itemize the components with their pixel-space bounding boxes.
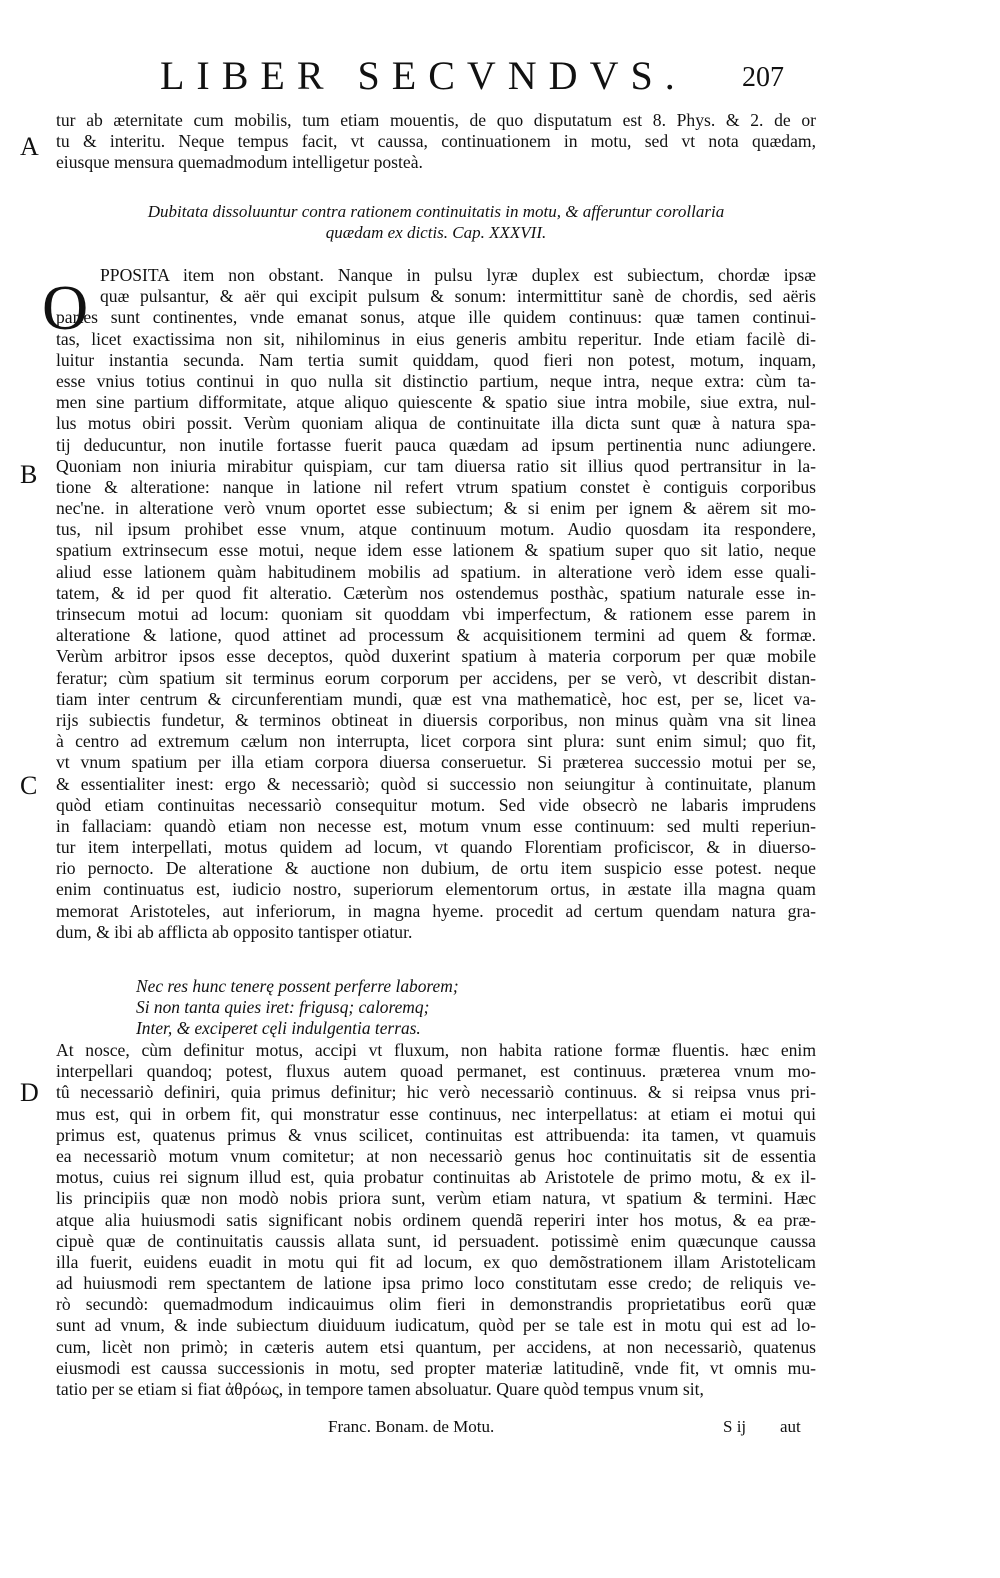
text-line: primus est, quatenus primus & vnus scilicet, continuitas est attribuenda: ita tamen, vt quamuis xyxy=(56,1124,816,1145)
text-line: cum, licèt non primò; in cæteris autem etsi quantum, per accidens, at non necessariò, quatenus xyxy=(56,1336,816,1357)
text-line: nec'ne. in alteratione verò vnum oportet esse subiectum; & si enim per ignem & aërem sit mo- xyxy=(56,498,816,519)
main-paragraph-1 xyxy=(56,265,816,943)
text-line: interpellari quandoq; potest, fluxus autem quoad permanet, est continuus. præterea vnum mo- xyxy=(56,1061,816,1082)
text-line: mus est, qui in orbem fit, qui monstratur esse continuus, nec interpellatus: at etiam ei motui qui xyxy=(56,1103,816,1124)
verse-line: Inter, & exciperet cęli indulgentia terras. xyxy=(136,1018,421,1039)
text-line: ad huiusmodi rem spectantem de latione ipsa primo loco constitutam esse credo; de reliquis ve- xyxy=(56,1273,816,1294)
page-number: 207 xyxy=(742,62,784,93)
verse-quotation xyxy=(56,976,816,1040)
text-line: tû necessariò definiri, quia primus definitur; hic verò necessariò continuus. & si reipsa vnus pri- xyxy=(56,1082,816,1103)
text-line: quòd etiam continuitas necessariò consequitur motum. Sed vide obsecrò ne labaris imprudens xyxy=(56,794,816,815)
text-line: dum, & ibi ab afflicta ab opposito tantisper otiatur. xyxy=(56,921,413,942)
text-line: lis principiis quæ non modò nobis priora sunt, verùm etiam natura, vt spatium & termini. Hæc xyxy=(56,1188,816,1209)
text-line: tur ab æternitate cum mobilis, tum etiam mouentis, de quo disputatum est 8. Phys. & 2. de or xyxy=(56,110,816,130)
intro-paragraph xyxy=(56,110,816,174)
text-line: Verùm arbitror ipsos esse deceptos, quòd duxerint spatium à materia corporum per quæ mobile xyxy=(56,646,816,667)
text-line: luitur instantia secunda. Nam tertia sumit quiddam, quod fieri non potest, motum, inquam, xyxy=(56,349,816,370)
margin-letter-d: D xyxy=(20,1078,39,1107)
text-line: tatio per se etiam si fiat ἀθρόως, in tempore tamen absoluatur. Quare quòd tempus vnum sit, xyxy=(56,1379,704,1399)
text-line: rio pernocto. De alteratione & auctione non dubium, de ortu item suspicio esse potest. neque xyxy=(56,858,816,879)
chapter-heading-line-2: quædam ex dictis. Cap. XXXVII. xyxy=(325,223,547,242)
verse-line: Nec res hunc tenerę possent perferre laborem; xyxy=(136,976,459,996)
drop-cap: O xyxy=(42,272,89,343)
margin-letter-c: C xyxy=(20,771,38,800)
margin-letter-b: B xyxy=(20,460,38,489)
text-line: spatium extrinsecum esse motui, neque idem esse lationem & spatium super quo sit latio, neque xyxy=(56,540,816,561)
text-line: aliud esse lationem quàm habitudinem mobilis ad spatium. in alteratione verò idem esse quali- xyxy=(56,561,816,582)
text-line: à centro ad extremum cælum non interrupta, licet corpora sint plura: sunt enim simul; quo fit, xyxy=(56,731,816,752)
page-header xyxy=(0,52,1000,102)
text-line: tus, nil ipsum prohibet esse vnum, atque continuum motum. Audio quosdam ita respondere, xyxy=(56,519,816,540)
text-line: cipuè quæ de continuitatis caussis allata sunt, id persuadent. potissimè enim quæcunque caussa xyxy=(56,1230,816,1251)
text-line: rò secundò: quemadmodum indicauimus olim fieri in demonstrandis proprietatibus eorũ quæ xyxy=(56,1294,816,1315)
text-line: memorat Aristoteles, aut inferiorum, in magna hyeme. procedit ad certum quendam natura gra- xyxy=(56,900,816,921)
running-title: LIBER SECVNDVS. xyxy=(160,53,687,98)
text-line: ea necessariò motum vnum comitetur; at non necessariò genus hoc continuitatis sit de essentia xyxy=(56,1145,816,1166)
text-line: eiusmodi est caussa successionis in motu, sed propter materiæ latitudinẽ, vnde fit, vt omnis mu- xyxy=(56,1357,816,1378)
margin-letter-a: A xyxy=(20,132,39,161)
text-line: tatem, & id per quod fit alteratio. Cæterùm nos ostendemus posthàc, spatium naturale esse in- xyxy=(56,582,816,603)
text-line: tione & alteratione: nanque in latione nil refert vtrum spatium constet è contiguis corporibus xyxy=(56,476,816,497)
text-line: enim continuatus est, iudicio nostro, superiorum elementorum ortus, in æstate illa magna quam xyxy=(56,879,816,900)
text-line: tij deducuntur, non inutile fortasse fuerit pauca quædam ad ipsum pertinentia nunc adiungere. xyxy=(56,434,816,455)
text-line: At nosce, cùm definitur motus, accipi vt fluxum, non habita ratione formæ fluentis. hæc enim xyxy=(56,1040,816,1060)
chapter-heading xyxy=(56,201,816,243)
text-line: lus motus obiri possit. Verùm quoniam aliqua de continuitate illa dicta sunt quæ à natura spa- xyxy=(56,413,816,434)
text-line: PPOSITA item non obstant. Nanque in pulsu lyræ duplex est subiectum, chordæ ipsæ xyxy=(100,265,816,285)
verse-line: Si non tanta quies iret: frigusq; caloremq; xyxy=(136,997,430,1018)
main-paragraph-2 xyxy=(56,1040,816,1400)
text-line: quæ pulsantur, & aër qui excipit pulsum & sonum: intermittitur sanè de chordis, sed aëris xyxy=(100,286,816,307)
footer-title: Franc. Bonam. de Motu. xyxy=(328,1417,495,1436)
text-line: rijs subiectis fundetur, & terminos obtineat in diuersis corporibus, non minus quàm vna sit linea xyxy=(56,709,816,730)
chapter-heading-line-1: Dubitata dissoluuntur contra rationem continuitatis in motu, & afferuntur corollaria xyxy=(147,202,725,221)
text-line: alteratione & latione, quod attinet ad processum & acquisitionem termini ad quem & formæ. xyxy=(56,625,816,646)
text-line: & essentialiter inest: ergo & necessariò; quòd si successio non seiungitur à continuitate, planum xyxy=(56,773,816,794)
text-line: in fallaciam: quandò etiam non necesse est, motum vnum esse continuum: sed multi reperiun- xyxy=(56,815,816,836)
text-line: feratur; cùm spatium sit terminus eorum corporum per accidens, per se verò, vt describit distan- xyxy=(56,667,816,688)
text-line: partes sunt continentes, vnde emanat sonus, atque ille quidem continuus: quæ tamen continui- xyxy=(56,307,816,328)
text-line: tu & interitu. Neque tempus facit, vt caussa, continuationem in motu, sed vt nota quædam, xyxy=(56,131,816,152)
text-line: vt vnum spatium per illa etiam corpora diuersa conseruetur. Si præterea successio motui per se, xyxy=(56,752,816,773)
text-line: sunt ad vnum, & inde subiectum diuiduum iudicatum, quòd per se tale est in motu qui est ad lo- xyxy=(56,1315,816,1336)
text-line: illa fuerit, euidens euadit in motu qui fit ad locum, ex quo demõstrationem illam Aristotelicam xyxy=(56,1251,816,1272)
text-line: men sine partium difformitate, atque aliquo quiescente & spatio siue intra mobile, siue extra, nul- xyxy=(56,392,816,413)
text-line: trinsecum motui ad locum: quoniam sit quoddam vbi imperfectum, & rationem esse parem in xyxy=(56,604,816,624)
text-line: tiam inter centrum & circunferentiam mundi, quæ est vna mathematicè, hoc est, per se, licet va- xyxy=(56,688,816,709)
text-line: tur item interpellati, motus quidem ad locum, vt quando Florentiam proficiscor, & in diuerso- xyxy=(56,837,816,858)
catchword: aut xyxy=(780,1417,801,1436)
text-line: eiusque mensura quemadmodum intelligetur posteà. xyxy=(56,152,423,173)
text-line: esse vnius totius continui in quo nulla sit distinctio partium, neque intra, neque extra: cùm ta- xyxy=(56,370,816,391)
text-line: atque alia huiusmodi satis significant nobis ordinem quendã reperiri inter hos motus, & ea præ- xyxy=(56,1209,816,1230)
text-line: tas, licet exactissima non sit, nihilominus in eius generis ambitu reperitur. Inde etiam facilè di- xyxy=(56,328,816,349)
text-line: motus, cuius rei signum illud est, quia probatur continuitas ab Aristotele de primo motu, & ex il- xyxy=(56,1167,816,1188)
signature-mark: S ij xyxy=(723,1417,747,1436)
text-line: Quoniam non iniuria mirabitur quispiam, cur tam diuersa ratio sit illius quod pertransitur in la- xyxy=(56,455,816,476)
